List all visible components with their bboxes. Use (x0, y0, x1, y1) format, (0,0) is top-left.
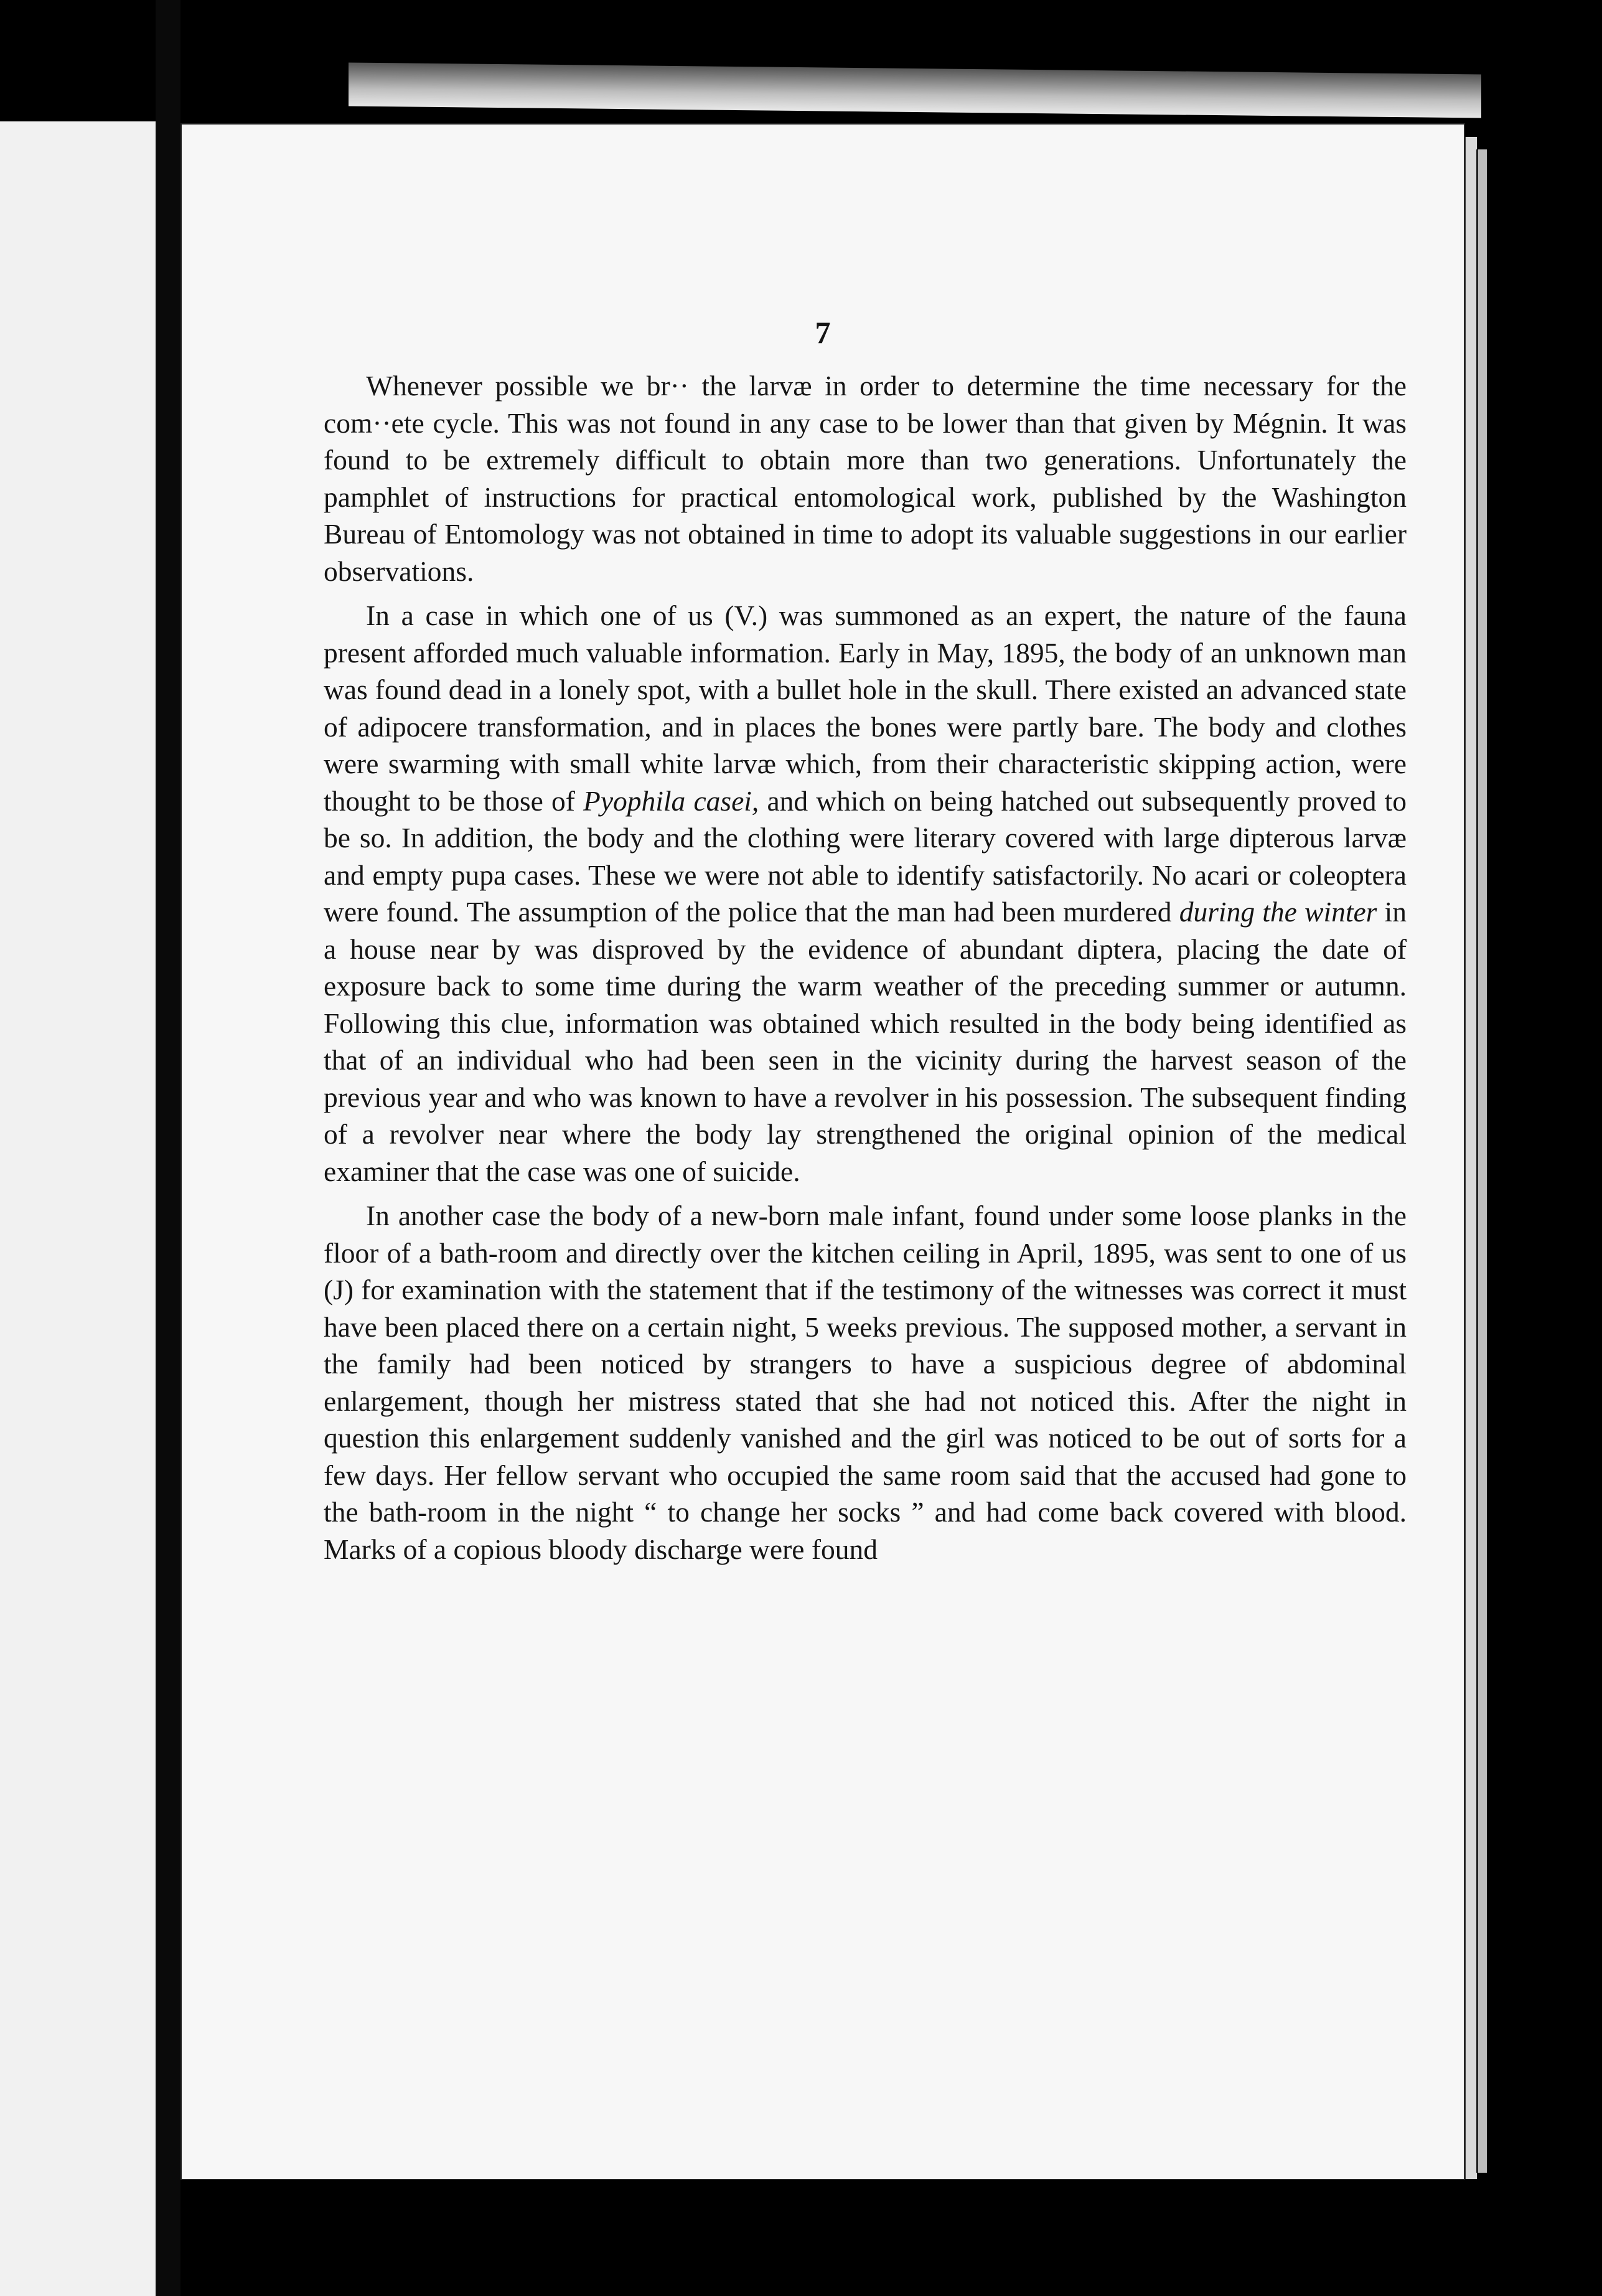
page-number: 7 (815, 315, 831, 350)
page-edge (1476, 149, 1487, 2173)
text-segment: and which on being hatched out subsequently proved to be so. In addition, the body and the clothing were literary covered with large dipterous larvæ and empty pupa cases. These we were not able to identify satisfactorily. No acari or coleoptera were found. The assumption of the police that the man had been murdered (324, 784, 1407, 928)
scanned-page (182, 125, 1464, 2179)
paragraph (324, 1197, 1407, 1568)
book-gutter (156, 0, 180, 2296)
italic-text: during the winter (1179, 896, 1377, 928)
text-segment: In another case the body of a new-born male infant, found under some loose planks in the floor of a bath-room and directly over the kitchen ceiling in April, 1895, was sent to one of us (J) for examination with the statement that if the testimony of the witnesses was correct it must have been placed there on a certain night, 5 weeks previous. The supposed mother, a servant in the family had been noticed by strangers to have a suspicious degree of abdominal enlargement, though her mistress stated that she had not noticed this. After the night in question this enlargement suddenly vanished and the girl was noticed to be out of sorts for a few days. Her fellow servant who occupied the same room said that the accused had gone to the bath-room in the night “ to change her socks ” and had come back covered with blood. Marks of a copious bloody discharge were found (324, 1200, 1407, 1565)
text-segment: Whenever possible we br·· the larvæ in order to determine the time necessary for the com··ete cycle. This was not found in any case to be lower than that given by Mégnin. It was found to be extremely difficult to obtain more than two generations. Unfortunately the pamphlet of instructions for practical entomological work, published by the Washington Bureau of Entomology was not obtained in time to adopt its valuable suggestions in our earlier observations. (324, 370, 1407, 587)
left-page-strip (0, 121, 156, 2296)
page-edge (1464, 137, 1477, 2179)
page-top-edge (349, 62, 1481, 118)
paragraph (324, 367, 1407, 590)
body-text (324, 367, 1407, 1575)
text-segment: In a case in which one of us (V.) was summoned as an expert, the nature of the fauna present afforded much valuable information. Early in May, 1895, the body of an unknown man was found dead in a lonely spot, with a bullet hole in the skull. There existed an advanced state of adipocere transformation, and in places the bones were partly bare. The body and clothes were swarming with small white larvæ which, from their characteristic skipping action, were thought to be those of (324, 600, 1407, 817)
italic-text: Pyophila casei, (583, 784, 759, 817)
paragraph (324, 597, 1407, 1190)
text-segment: in a house near by was disproved by the evidence of abundant diptera, placing the date of exposure back to some time during the warm weather of the preceding summer or autumn. Following this clue, information was obtained which resulted in the body being identified as that of an individual who had been seen in the vicinity during the harvest season of the previous year and who was known to have a revolver in his possession. The subsequent finding of a revolver near where the body lay strengthened the original opinion of the medical examiner that the case was one of suicide. (324, 896, 1407, 1187)
